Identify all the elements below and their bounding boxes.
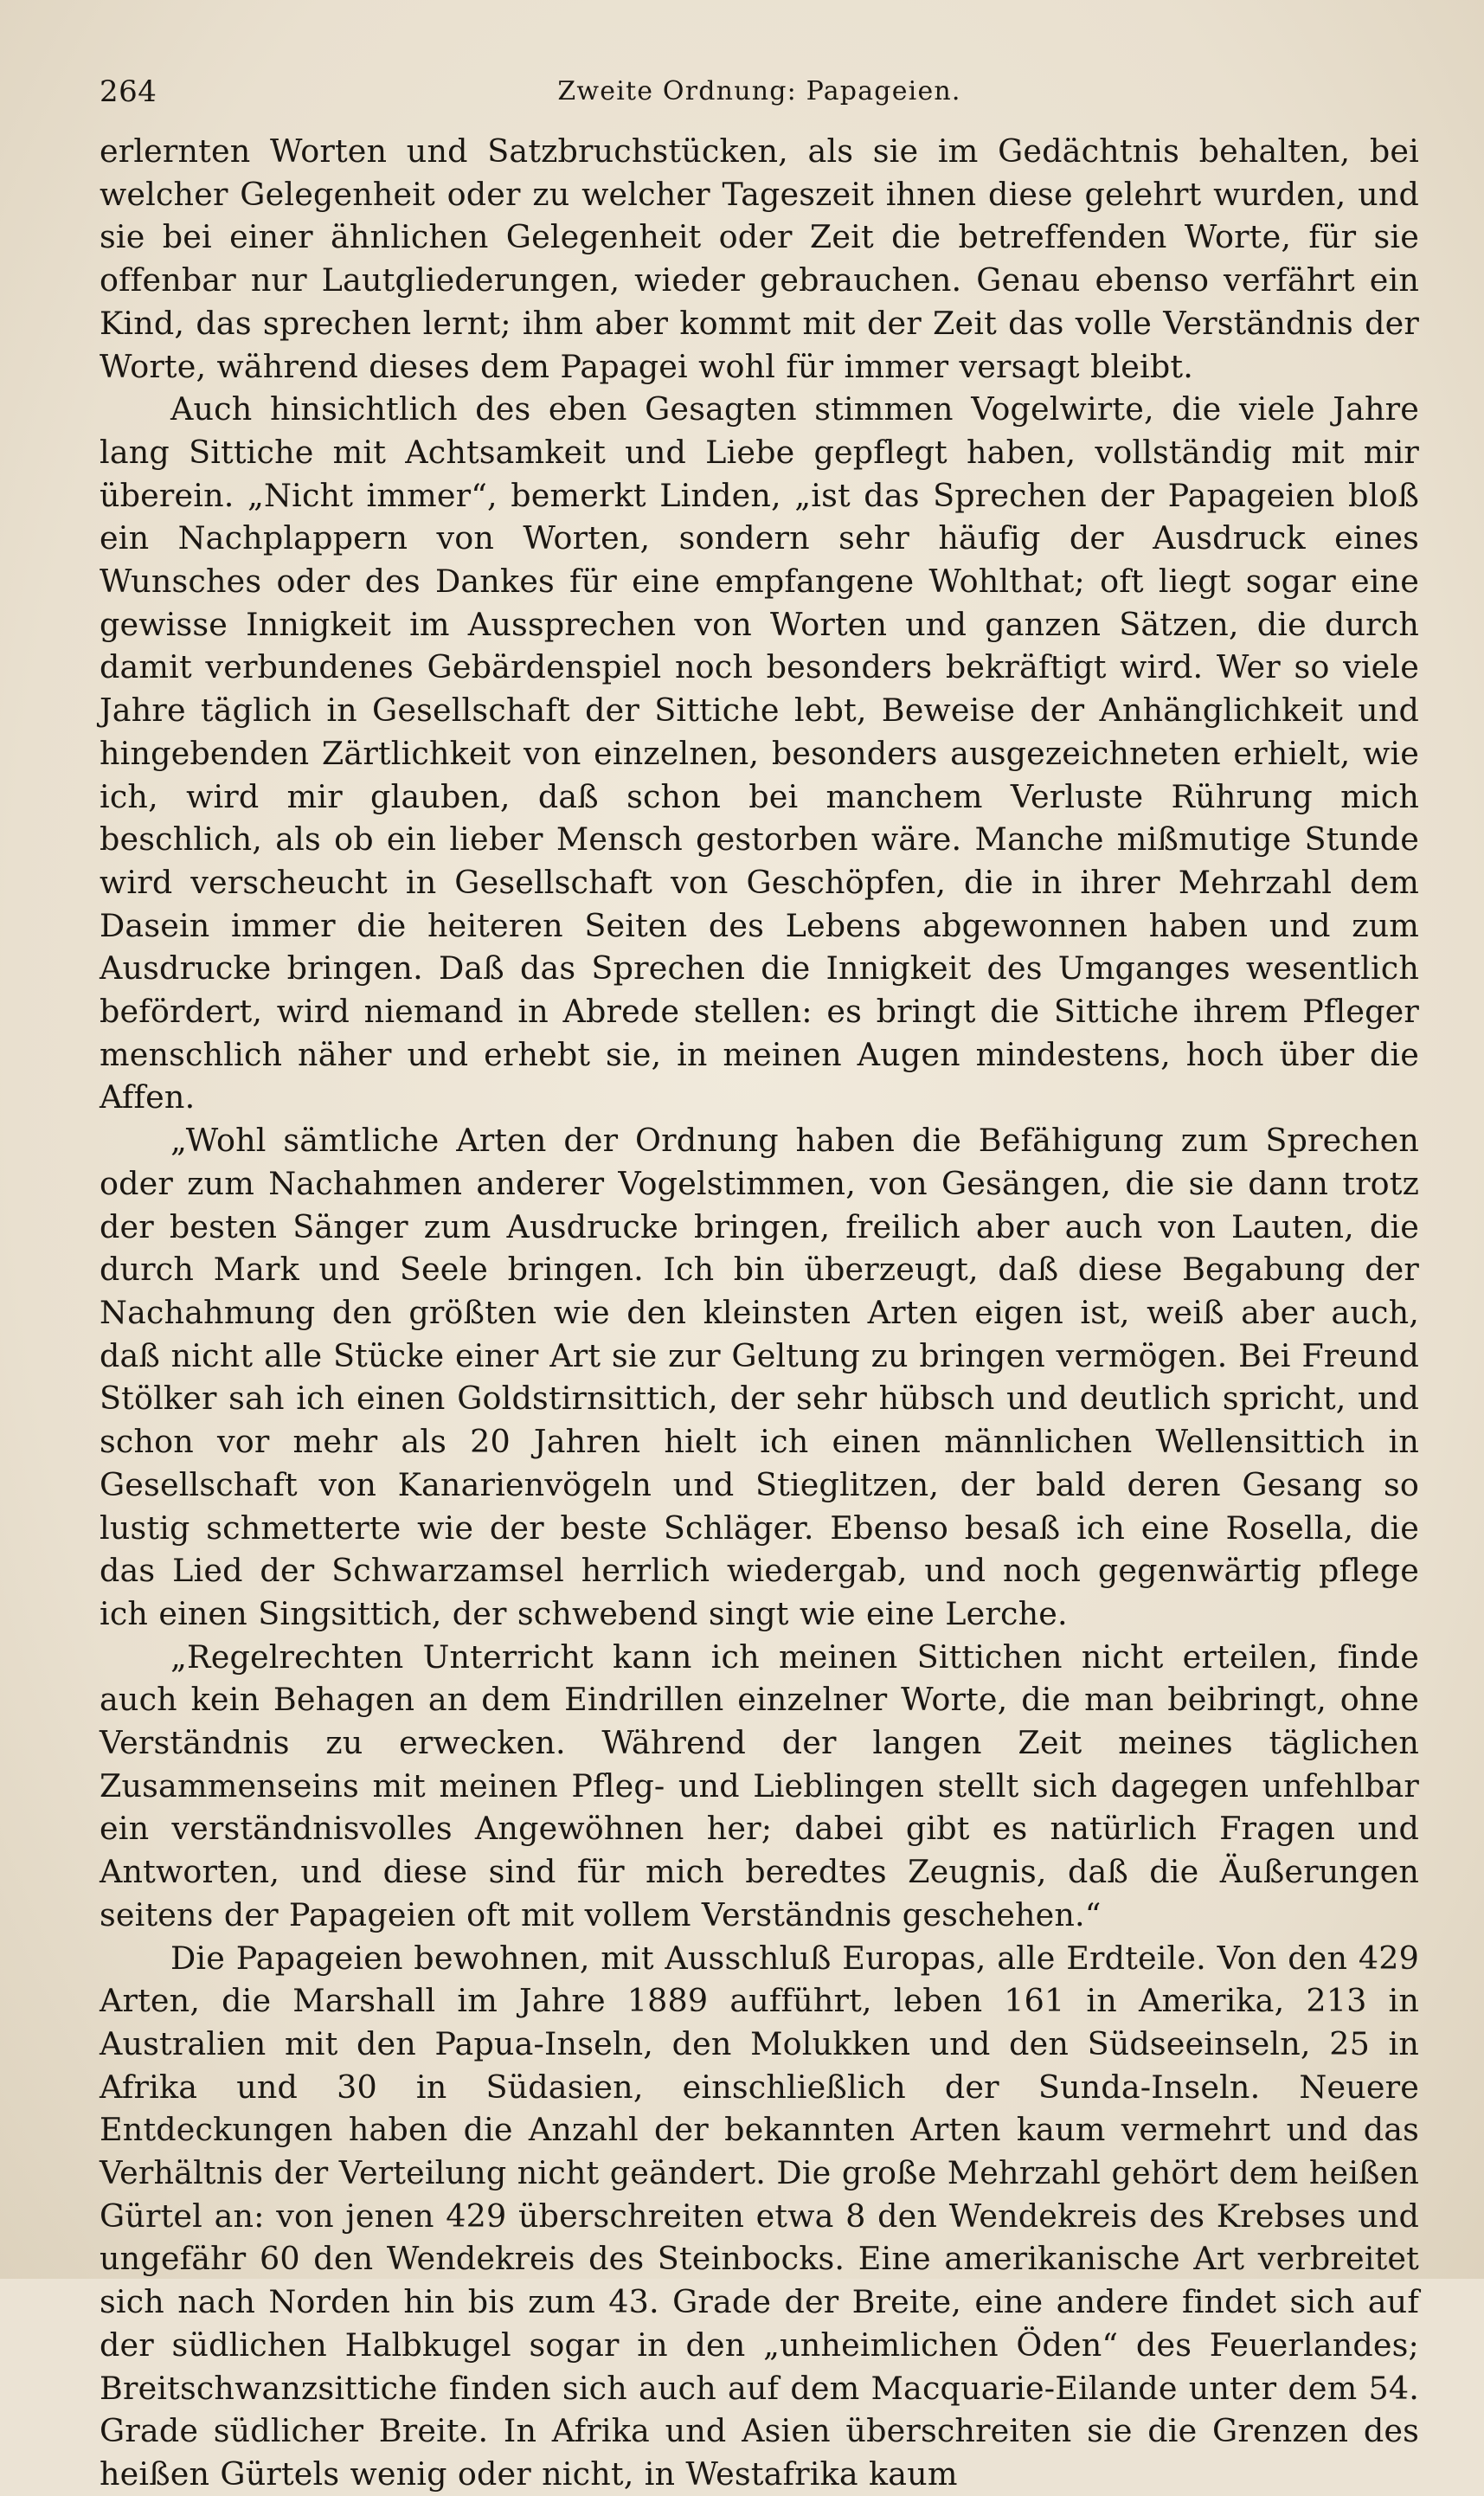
body-text <box>100 130 1419 2493</box>
page-number: 264 <box>100 74 157 109</box>
paragraph: Die Papageien bewohnen, mit Ausschluß Europas, alle Erdteile. Von den 429 Arten, die Marshall im Jahre 1889 aufführt, leben 161 in Amerika, 213 in Australien mit den Papua-Inseln, den Molukken und den Südseeinseln, 25 in Afrika und 30 in Südasien, einschließlich der Sunda-Inseln. Neuere Entdeckungen haben die Anzahl der bekannten Arten kaum vermehrt und das Verhältnis der Verteilung nicht geändert. Die große Mehrzahl gehört dem heißen Gürtel an: von jenen 429 überschreiten etwa 8 den Wendekreis des Krebses und ungefähr 60 den Wendekreis des Steinbocks. Eine amerikanische Art verbreitet sich nach Norden hin bis zum 43. Grade der Breite, eine andere findet sich auf der südlichen Halbkugel sogar in den „unheimlichen Öden“ des Feuerlandes; Breitschwanzsittiche finden sich auch auf dem Macquarie-Eilande unter dem 54. Grade südlicher Breite. In Afrika und Asien überschreiten sie die Grenzen des heißen Gürtels wenig oder nicht, in Westafrika kaum <box>100 1939 1419 2493</box>
paragraph: Auch hinsichtlich des eben Gesagten stimmen Vogelwirte, die viele Jahre lang Sittiche mit Achtsamkeit und Liebe gepflegt haben, vollständig mit mir überein. „Nicht immer“, bemerkt Linden, „ist das Sprechen der Papageien bloß ein Nachplappern von Worten, sondern sehr häufig der Ausdruck eines Wunsches oder des Dankes für eine empfangene Wohlthat; oft liegt sogar eine gewisse Innigkeit im Aussprechen von Worten und ganzen Sätzen, die durch damit verbundenes Gebärdenspiel noch besonders bekräftigt wird. Wer so viele Jahre täglich in Gesellschaft der Sittiche lebt, Beweise der Anhänglichkeit und hingebenden Zärtlichkeit von einzelnen, besonders ausgezeichneten erhielt, wie ich, wird mir glauben, daß schon bei manchem Verluste Rührung mich beschlich, als ob ein lieber Mensch gestorben wäre. Manche mißmutige Stunde wird verscheucht in Gesellschaft von Geschöpfen, die in ihrer Mehrzahl dem Dasein immer die heiteren Seiten des Lebens abgewonnen haben und zum Ausdrucke bringen. Daß das Sprechen die Innigkeit des Umganges wesentlich befördert, wird niemand in Abrede stellen: es bringt die Sittiche ihrem Pfleger menschlich näher und erhebt sie, in meinen Augen mindestens, hoch über die Affen. <box>100 390 1419 1116</box>
paragraph: „Regelrechten Unterricht kann ich meinen Sittichen nicht erteilen, finde auch kein Behagen an dem Eindrillen einzelner Worte, die man beibringt, ohne Verständnis zu erwecken. Während der langen Zeit meines täglichen Zusammenseins mit meinen Pfleg- und Lieblingen stellt sich dagegen unfehlbar ein verständnisvolles Angewöhnen her; dabei gibt es natürlich Fragen und Antworten, und diese sind für mich beredtes Zeugnis, daß die Äußerungen seitens der Papageien oft mit vollem Verständnis geschehen.“ <box>100 1637 1419 1933</box>
paragraph: „Wohl sämtliche Arten der Ordnung haben die Befähigung zum Sprechen oder zum Nachahmen anderer Vogelstimmen, von Gesängen, die sie dann trotz der besten Sänger zum Ausdrucke bringen, freilich aber auch von Lauten, die durch Mark und Seele bringen. Ich bin überzeugt, daß diese Begabung der Nachahmung den größten wie den kleinsten Arten eigen ist, weiß aber auch, daß nicht alle Stücke einer Art sie zur Geltung zu bringen vermögen. Bei Freund Stölker sah ich einen Goldstirnsittich, der sehr hübsch und deutlich spricht, und schon vor mehr als 20 Jahren hielt ich einen männlichen Wellensittich in Gesellschaft von Kanarienvögeln und Stieglitzen, der bald deren Gesang so lustig schmetterte wie der beste Schläger. Ebenso besaß ich eine Rosella, die das Lied der Schwarzamsel herrlich wiedergab, und noch gegenwärtig pflege ich einen Singsittich, der schwebend singt wie eine Lerche. <box>100 1122 1419 1632</box>
running-title: Zweite Ordnung: Papageien. <box>557 76 961 106</box>
page-header <box>100 69 1419 121</box>
paragraph-continuation: erlernten Worten und Satzbruchstücken, als sie im Gedächtnis behalten, bei welcher Gelegenheit oder zu welcher Tageszeit ihnen diese gelehrt wurden, und sie bei einer ähnlichen Gelegenheit oder Zeit die betreffenden Worte, für sie offenbar nur Lautgliederungen, wieder gebrauchen. Genau ebenso verfährt ein Kind, das sprechen lernt; ihm aber kommt mit der Zeit das volle Verständnis der Worte, während dieses dem Papagei wohl für immer versagt bleibt. <box>100 132 1419 385</box>
